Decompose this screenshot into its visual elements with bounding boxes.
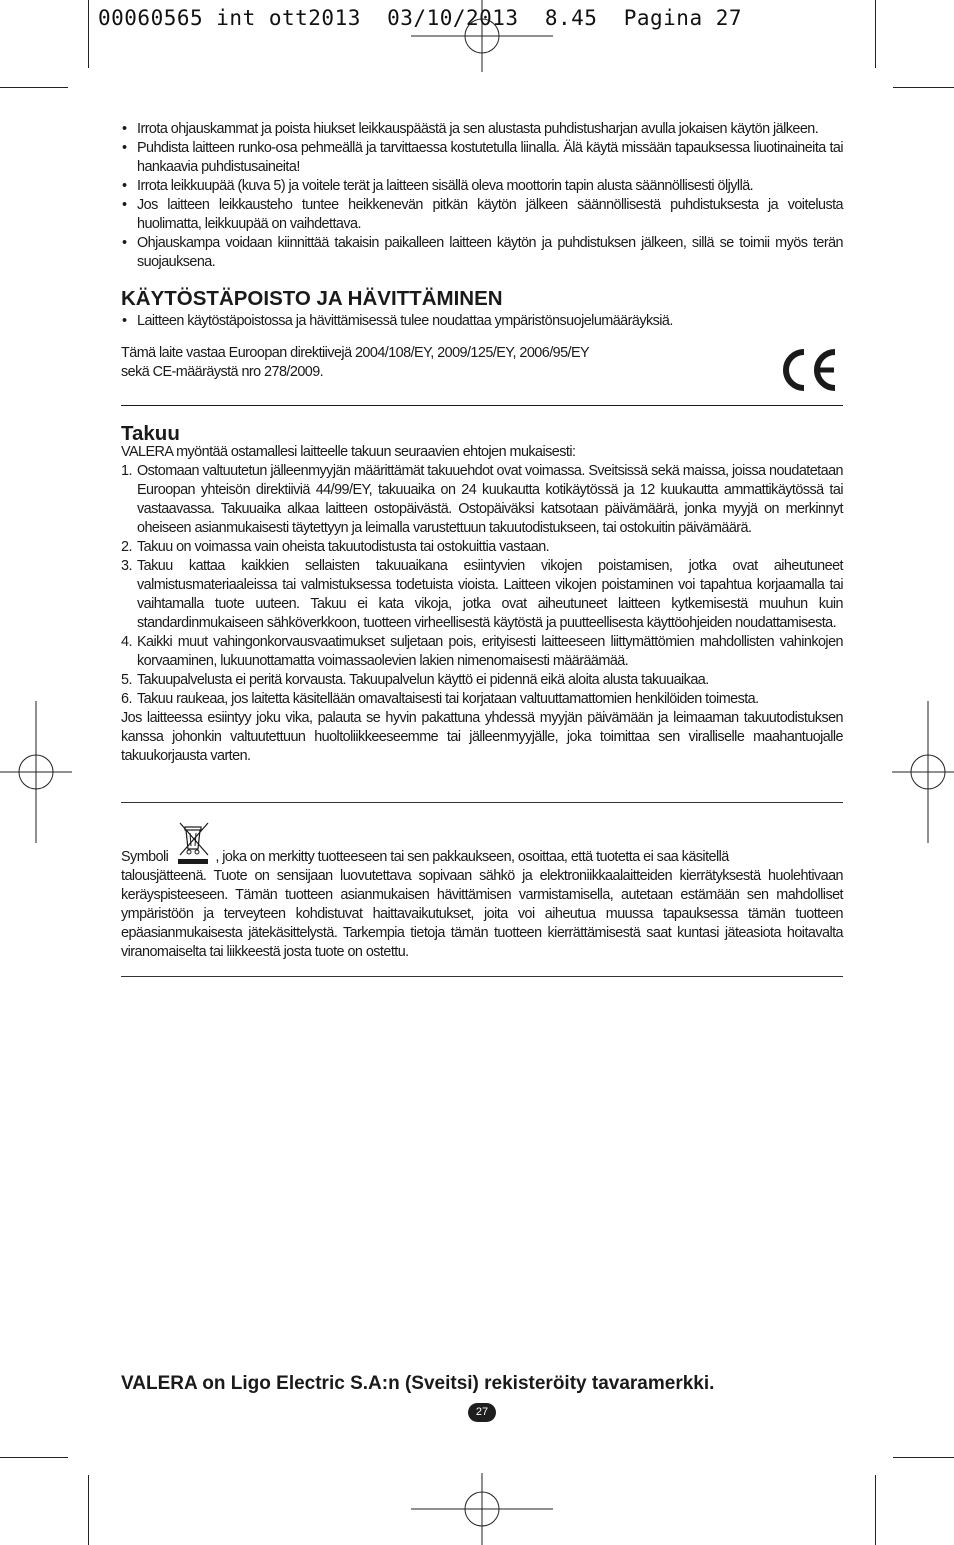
disposal-heading: KÄYTÖSTÄPOISTO JA HÄVITTÄMINEN — [121, 287, 503, 310]
term-number: 4. — [121, 634, 132, 650]
list-item: • Laitteen käytöstäpoistossa ja hävittämisessä tulee noudattaa ympäristönsuojelumääräyksiä. — [121, 312, 843, 331]
warranty-heading: Takuu — [121, 422, 180, 445]
term-text: Takuu kattaa kaikkien sellaisten takuuaikana esiintyvien vikojen poistamisen, jotka ovat aiheutuneet valmistusmateriaaleissa tai valmistuksessa todetuista vioista. Laitteen vikojen poistaminen voi tapahtua korjaamalla tai vaihtamalla tuote uuteen. Takuu ei kata vikoja, jotka ovat aiheutuneet laitteen kytkemisestä muuhun kuin standardinmukaiseen sähköverkkoon, tuotteen virheellisestä käytöstä ja puutteellisesta käyttöohjeiden noudattamisesta. — [137, 558, 843, 631]
crop-mark — [88, 0, 89, 68]
list-item: • Ohjauskampa voidaan kiinnittää takaisin paikalleen laitteen käytön ja puhdistuksen jälkeen, sillä se toimii myös terän suojauksena. — [121, 234, 843, 272]
crop-mark — [0, 1457, 68, 1458]
crop-mark — [893, 1457, 954, 1458]
section-divider — [121, 405, 843, 406]
directive-line: sekä CE-määräystä nro 278/2009. — [121, 364, 324, 380]
directive-statement — [121, 344, 843, 394]
weee-first-line: , joka on merkitty tuotteeseen tai sen pakkaukseen, osoittaa, että tuotetta ei saa käsitellä — [215, 849, 729, 865]
term-text: Takuu raukeaa, jos laitetta käsitellään omavaltaisesti tai korjataan valtuuttamattomien henkilöiden toimesta. — [137, 691, 759, 707]
warranty-terms-list — [121, 462, 843, 709]
crop-mark — [0, 87, 68, 88]
page-content — [121, 120, 843, 977]
crop-mark — [875, 1475, 876, 1545]
list-item — [121, 538, 843, 557]
warranty-intro: VALERA myöntää ostamallesi laitteelle takuun seuraavien ehtojen mukaisesti: — [121, 444, 576, 460]
term-number: 1. — [121, 463, 132, 479]
print-slug: 00060565 int ott2013 03/10/2013 8.45 Pagina 27 — [98, 6, 743, 30]
weee-prefix: Symboli — [121, 849, 169, 865]
registration-mark-icon — [411, 1473, 553, 1545]
care-instructions-list — [121, 120, 843, 272]
registration-mark-icon — [0, 701, 72, 843]
list-item — [121, 690, 843, 709]
term-text: Ostomaan valtuutetun jälleenmyyjän määrittämät takuuehdot ovat voimassa. Sveitsissä sekä maissa, joissa noudatetaan Euroopan yhteisön direktiiviä 44/99/EY, takuuaika on 24 kuukautta kotikäytössä ja 12 kuukautta ammattikäytössä tai vastaavassa. Takuuaika alkaa laitteen ostopäivästä. Ostopäiväksi katsotaan päivämäärä, jonka myyjä on merkinnyt oheiseen asianmukaisesti täytettyyn ja leimalla varustettuun takuutodistukseen, tai ostokuitin päivämäärä. — [137, 463, 843, 536]
weee-notice — [121, 817, 843, 962]
trademark-notice: VALERA on Ligo Electric S.A:n (Sveitsi) rekisteröity tavaramerkki. — [121, 1373, 715, 1394]
list-item — [121, 633, 843, 671]
list-item: • Irrota leikkuupää (kuva 5) ja voitele terät ja laitteen sisällä oleva moottorin tapin alusta säännöllisesti öljyllä. — [121, 177, 843, 196]
term-number: 5. — [121, 672, 132, 688]
crop-mark — [88, 1475, 89, 1545]
list-item: • Puhdista laitteen runko-osa pehmeällä ja tarvittaessa kostutetulla liinalla. Älä käytä missään tapauksessa liuotinaineita tai hankaavia puhdistusaineita! — [121, 139, 843, 177]
list-item — [121, 671, 843, 690]
disposal-list — [121, 312, 843, 331]
weee-body: talousjätteenä. Tuote on sensijaan luovutettava sopivaan sähkö ja elektroniikkaalaitteiden kierrätyksestä huolehtivaan keräyspisteeseen. Tämän tuotteen asianmukaisen hävittämisen varmistamisella, autetaan estämään sen mahdolliset ympäristöön ja terveyteen kohdistuvat haittavaikutukset, joita voi aiheutua muussa tapauksessa tämän tuotteen epäasianmukaisesta jätekäsittelystä. Tarkempia tietoja tämän tuotteen kierrättämisestä saat kuntasi jäteasiota hoitavalta viranomaiselta tai liikkeestä josta tuote on ostettu. — [121, 868, 843, 960]
list-item: • Irrota ohjauskammat ja poista hiukset leikkauspäästä ja sen alustasta puhdistusharjan avulla jokaisen käytön jälkeen. — [121, 120, 843, 139]
section-divider — [121, 802, 843, 803]
registration-mark-icon — [892, 701, 954, 843]
crossed-bin-icon — [174, 817, 212, 867]
term-text: Takuu on voimassa vain oheista takuutodistusta tai ostokuittia vastaan. — [137, 539, 550, 555]
ce-mark-icon — [777, 346, 841, 394]
registration-mark-icon — [411, 0, 553, 72]
term-number: 6. — [121, 691, 132, 707]
list-item — [121, 462, 843, 538]
term-number: 2. — [121, 539, 132, 555]
crop-mark — [893, 87, 954, 88]
directive-text — [121, 344, 681, 382]
term-text: Takuupalvelusta ei peritä korvausta. Takuupalvelun käyttö ei pidennä eikä aloita alusta takuuaikaa. — [137, 672, 709, 688]
list-item — [121, 557, 843, 633]
section-divider — [121, 976, 843, 977]
list-item: • Jos laitteen leikkausteho tuntee heikkenevän pitkän käytön jälkeen säännöllisestä puhdistuksesta ja voitelusta huolimatta, leikkuupää on vaihdettava. — [121, 196, 843, 234]
directive-line: Tämä laite vastaa Euroopan direktiivejä 2004/108/EY, 2009/125/EY, 2006/95/EY — [121, 345, 590, 361]
page-number-badge: 27 — [468, 1403, 496, 1422]
term-text: Kaikki muut vahingonkorvausvaatimukset suljetaan pois, erityisesti laitteeseen liittymättömien mahdollisten vahinkojen korvaaminen, lukuunottamatta voimassaolevien lakien nimenomaisesti määräämää. — [137, 634, 843, 669]
term-number: 3. — [121, 558, 132, 574]
warranty-closing: Jos laitteessa esiintyy joku vika, palauta se hyvin pakattuna yhdessä myyjän päivämään ja leimaaman takuutodistuksen kanssa johonkin valtuutettuun huoltoliikkeeseemme tai jälleenmyyjälle, joka toimittaa sen viralliselle maahantuojalle takuukorjausta varten. — [121, 710, 843, 764]
crop-mark — [875, 0, 876, 68]
